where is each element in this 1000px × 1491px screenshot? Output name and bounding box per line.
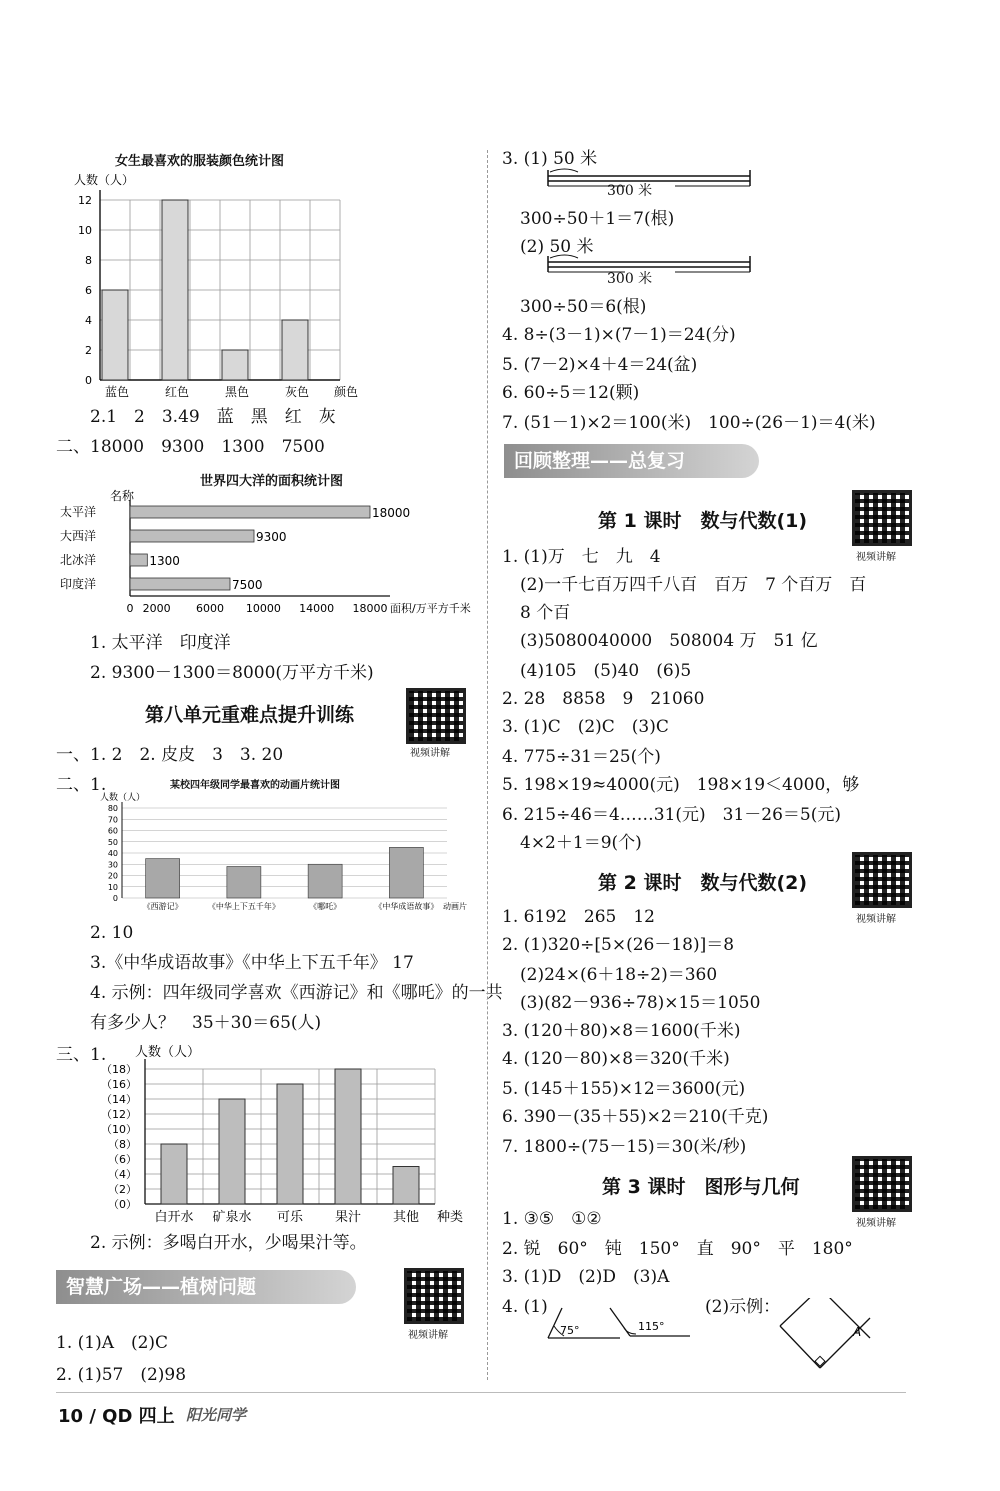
- y-tick-label: （16）: [101, 1078, 137, 1091]
- bar: [130, 578, 230, 590]
- distance-label: 300 米: [607, 183, 653, 199]
- bar-chart-cartoons: [90, 786, 470, 916]
- chart3-title: 某校四年级同学最喜欢的动画片统计图: [170, 780, 340, 791]
- y-tick-label: 50: [107, 837, 118, 847]
- bar: [282, 320, 308, 380]
- y-tick-label: 4: [85, 314, 92, 327]
- y-tick-label: （0）: [108, 1198, 137, 1211]
- bar-value-label: 7500: [232, 578, 263, 592]
- answer-line: 2. 28 8858 9 21060: [502, 689, 705, 709]
- answer-line: 2. 示例：多喝白开水，少喝果汁等。: [90, 1233, 367, 1253]
- answer-line: 1. (1)A (2)C: [56, 1333, 169, 1353]
- section-title: 第八单元重难点提升训练: [145, 704, 355, 726]
- x-axis-label: 面积/万平方千米: [390, 602, 471, 615]
- bar: [130, 554, 147, 566]
- y-axis-label: 人数（人）: [74, 173, 135, 187]
- bar: [146, 859, 180, 898]
- y-tick-label: 10: [78, 224, 92, 237]
- bar: [161, 1144, 187, 1204]
- answer-line: 3. (120＋80)×8＝1600(千米): [502, 1021, 741, 1041]
- x-tick-label: 《西游记》: [142, 902, 183, 911]
- bar: [219, 1099, 245, 1204]
- x-axis-label: 动画片: [443, 902, 467, 911]
- y-tick-label: 0: [85, 374, 92, 387]
- answer-line: (2)24×(6＋18÷2)＝360: [520, 965, 718, 985]
- qr-code[interactable]: [404, 1268, 464, 1324]
- x-tick-label: 灰色: [284, 385, 310, 399]
- y-tick-label: （12）: [101, 1108, 137, 1121]
- answer-line: 2. (1)320÷[5×(26－18)]＝8: [502, 935, 735, 955]
- qr-code[interactable]: [852, 1156, 912, 1212]
- answer-line: 4. (120－80)×8＝320(千米): [502, 1049, 730, 1069]
- x-tick-label: 2000: [142, 602, 171, 615]
- y-tick-label: 40: [107, 849, 118, 858]
- lesson-title: 第 2 课时 数与代数(2): [598, 872, 808, 894]
- answer-line: 4. (1): [502, 1297, 548, 1317]
- bar: [335, 1069, 361, 1204]
- answer-line: 7. 1800÷(75－15)＝30(米/秒): [502, 1137, 747, 1157]
- bar-chart-clothing-colors: [60, 168, 360, 408]
- y-tick-label: 70: [107, 815, 118, 825]
- chart1-title: 女生最喜欢的服装颜色统计图: [115, 154, 285, 169]
- section-band-review: 回顾整理——总复习: [504, 444, 759, 478]
- qr-label: 视频讲解: [856, 1218, 896, 1229]
- y-tick-label: 10: [107, 882, 118, 892]
- answer-line: 2. 9300－1300＝8000(万平方千米): [90, 663, 374, 683]
- y-tick-label: 北冰洋: [60, 553, 97, 567]
- x-tick-label: 白开水: [154, 1210, 194, 1225]
- y-tick-label: （18）: [101, 1063, 137, 1076]
- x-tick-label: 可乐: [276, 1210, 304, 1225]
- answer-line: 3. (1)C (2)C (3)C: [502, 717, 669, 737]
- bar-chart-oceans: [60, 486, 480, 626]
- answer-line: 1. 太平洋 印度洋: [90, 633, 231, 653]
- answer-line: 4. 8÷(3－1)×(7－1)＝24(分): [502, 325, 736, 345]
- answer-line: 3.《中华成语故事》《中华上下五千年》 17: [90, 953, 414, 973]
- answer-line: 4. 775÷31＝25(个): [502, 747, 661, 767]
- lesson-title: 第 3 课时 图形与几何: [602, 1176, 800, 1198]
- distance-label: 300 米: [607, 271, 653, 287]
- x-tick-label: 6000: [196, 602, 224, 615]
- answer-line: 5. 198×19≈4000(元) 198×19＜4000，够: [502, 775, 860, 795]
- y-tick-label: 12: [78, 194, 92, 207]
- bar-value-label: 9300: [256, 530, 287, 544]
- answer-line: (4)105 (5)40 (6)5: [520, 661, 692, 681]
- answer-line: 6. 215÷46＝4……31(元) 31－26＝5(元): [502, 805, 842, 825]
- y-tick-label: 80: [107, 804, 118, 813]
- y-tick-label: 0: [112, 894, 118, 903]
- answer-line: 5. (7－2)×4＋4＝24(盆): [502, 355, 698, 375]
- y-tick-label: 8: [85, 254, 92, 267]
- bar: [130, 506, 370, 518]
- answer-line: 2. 锐 60° 钝 150° 直 90° 平 180°: [502, 1239, 853, 1259]
- qr-label: 视频讲解: [856, 914, 896, 925]
- answer-line: 4×2＋1＝9(个): [520, 833, 642, 853]
- x-tick-label: 蓝色: [104, 385, 130, 399]
- y-tick-label: 20: [107, 871, 118, 881]
- bar-value-label: 18000: [372, 506, 411, 520]
- footer-divider: [56, 1392, 906, 1393]
- angle-75-label: 75°: [560, 1324, 580, 1337]
- y-tick-label: （4）: [108, 1168, 137, 1181]
- x-tick-label: 14000: [299, 602, 335, 615]
- qr-label: 视频讲解: [408, 1330, 448, 1341]
- answer-line: (2) 50 米: [520, 237, 594, 257]
- answer-line: (2)一千七百万四千八百 百万 7 个百万 百: [520, 575, 867, 595]
- lesson-title: 第 1 课时 数与代数(1): [598, 510, 808, 532]
- x-tick-label: 《哪吒》: [309, 902, 342, 911]
- point-a-label: A: [853, 1325, 862, 1339]
- y-tick-label: （8）: [108, 1138, 137, 1151]
- bar: [162, 200, 188, 380]
- answer-line: 二、18000 9300 1300 7500: [56, 437, 325, 457]
- answer-line: (3)5080040000 508004 万 51 亿: [520, 631, 818, 651]
- x-tick-label: 矿泉水: [212, 1210, 252, 1225]
- y-axis-label: 人数（人）: [100, 793, 146, 803]
- y-tick-label: 大西洋: [60, 529, 97, 543]
- chart2-title: 世界四大洋的面积统计图: [200, 474, 344, 489]
- answer-line: 300÷50＋1＝7(根): [520, 209, 675, 229]
- answer-line: (3)(82－936÷78)×15＝1050: [520, 993, 761, 1013]
- answer-line: 7. (51－1)×2＝100(米) 100÷(26－1)＝4(米): [502, 413, 876, 433]
- answer-line: 8 个百: [520, 603, 571, 623]
- answer-line: 300÷50＝6(根): [520, 297, 647, 317]
- x-tick-label: 其他: [392, 1210, 420, 1225]
- x-tick-label: 红色: [164, 385, 190, 399]
- y-tick-label: （2）: [108, 1183, 137, 1196]
- y-tick-label: 2: [85, 344, 92, 357]
- answer-line: 5. (145＋155)×12＝3600(元): [502, 1079, 746, 1099]
- answer-line: 3. (1)D (2)D (3)A: [502, 1267, 670, 1287]
- bar: [277, 1084, 303, 1204]
- answer-line: 二、1.: [56, 775, 107, 795]
- page-footer: 10 / QD 四上: [58, 1406, 175, 1427]
- y-tick-label: （6）: [108, 1153, 137, 1166]
- y-tick-label: （10）: [101, 1123, 137, 1136]
- column-divider: [487, 150, 488, 1380]
- answer-line: 1. ③⑤ ①②: [502, 1209, 602, 1229]
- x-tick-label: 《中华成语故事》: [374, 902, 439, 911]
- qr-label: 视频讲解: [856, 552, 896, 563]
- y-tick-label: 30: [107, 860, 118, 870]
- x-tick-label: 《中华上下五千年》: [207, 902, 280, 911]
- qr-label: 视频讲解: [410, 748, 450, 759]
- bar: [389, 847, 423, 898]
- answer-line: 三、1.: [56, 1045, 107, 1065]
- y-tick-label: 60: [107, 826, 118, 836]
- section-band-tree-planting: 智慧广场——植树问题: [56, 1270, 356, 1304]
- answer-line: 6. 60÷5＝12(颗): [502, 383, 640, 403]
- y-tick-label: 太平洋: [60, 505, 97, 519]
- angle-diagrams: [540, 1298, 920, 1378]
- x-axis-label: 种类: [437, 1210, 464, 1225]
- bar: [102, 290, 128, 380]
- bar: [130, 530, 254, 542]
- bar: [222, 350, 248, 380]
- answer-line: 1. 6192 265 12: [502, 907, 655, 927]
- answer-line: 4. 示例：四年级同学喜欢《西游记》和《哪吒》的一共: [90, 983, 503, 1003]
- bar: [308, 864, 342, 898]
- y-axis-label: 人数（人）: [135, 1045, 201, 1060]
- answer-line: 2. (1)57 (2)98: [56, 1365, 187, 1385]
- x-tick-label: 18000: [352, 602, 388, 615]
- answer-line: 6. 390－(35＋55)×2＝210(千克): [502, 1107, 769, 1127]
- x-tick-label: 10000: [245, 602, 281, 615]
- x-tick-label: 黑色: [224, 385, 250, 399]
- x-tick-label: 0: [126, 602, 134, 615]
- angle-115-label: 115°: [638, 1320, 665, 1333]
- answer-line: 3. (1) 50 米: [502, 149, 598, 169]
- bar-value-label: 1300: [149, 554, 180, 568]
- y-tick-label: 印度洋: [60, 577, 97, 591]
- qr-code[interactable]: [852, 490, 912, 546]
- x-axis-label: 颜色: [334, 385, 359, 399]
- qr-code[interactable]: [406, 688, 466, 744]
- answer-line: 有多少人？ 35＋30＝65(人): [90, 1013, 322, 1033]
- y-tick-label: 6: [85, 284, 92, 297]
- brand-logo: 阳光同学: [186, 1406, 247, 1424]
- bar-chart-drinks: [95, 1040, 465, 1230]
- answer-line: 1. (1)万 七 九 4: [502, 547, 661, 567]
- answer-line: 2. 10: [90, 923, 134, 943]
- bar: [227, 867, 261, 899]
- answer-line: 一、1. 2 2. 皮皮 3 3. 20: [56, 745, 284, 765]
- qr-code[interactable]: [852, 852, 912, 908]
- y-tick-label: （14）: [101, 1093, 137, 1106]
- answer-line: 2.1 2 3.49 蓝 黑 红 灰: [90, 407, 336, 427]
- answer-line: (2)示例：: [705, 1297, 781, 1317]
- x-tick-label: 果汁: [334, 1210, 362, 1225]
- y-axis-label: 名称: [110, 489, 135, 503]
- bar: [393, 1167, 419, 1205]
